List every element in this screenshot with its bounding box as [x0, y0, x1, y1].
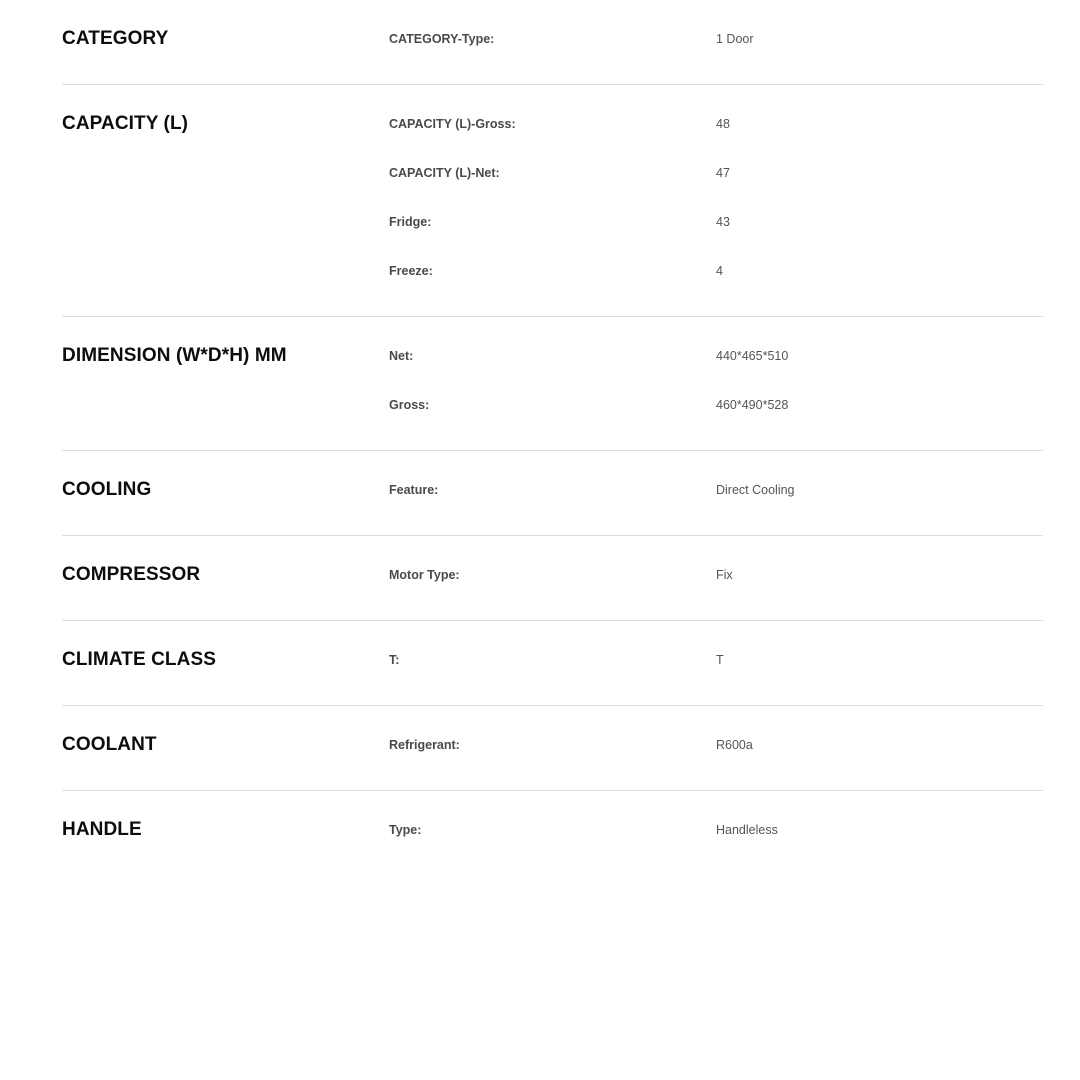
- section-rows: [389, 112, 1043, 283]
- spec-row: [389, 112, 1043, 136]
- spec-row: [389, 733, 1043, 757]
- spec-value: 4: [716, 264, 723, 278]
- section-rows: [389, 344, 1043, 417]
- spec-row: [389, 344, 1043, 368]
- section-rows: [389, 478, 1043, 502]
- section-title: CATEGORY: [62, 28, 169, 49]
- spec-row: [389, 818, 1043, 842]
- section-title: COOLING: [62, 479, 152, 500]
- spec-section-cooling: [62, 451, 1043, 536]
- spec-section-handle: [62, 791, 1043, 875]
- section-title: DIMENSION (W*D*H) MM: [62, 345, 287, 366]
- spec-value: Handleless: [716, 823, 778, 837]
- spec-row: [389, 648, 1043, 672]
- section-title: HANDLE: [62, 819, 142, 840]
- section-rows: [389, 563, 1043, 587]
- spec-label: Motor Type:: [389, 568, 460, 582]
- spec-row: [389, 563, 1043, 587]
- section-title: CAPACITY (L): [62, 113, 189, 134]
- spec-section-climate-class: [62, 621, 1043, 706]
- spec-value: 440*465*510: [716, 349, 789, 363]
- section-rows: [389, 818, 1043, 842]
- section-title: CLIMATE CLASS: [62, 649, 216, 670]
- spec-label: Gross:: [389, 398, 430, 412]
- spec-value: 47: [716, 166, 730, 180]
- spec-row: [389, 478, 1043, 502]
- section-rows: [389, 733, 1043, 757]
- spec-section-dimension: [62, 317, 1043, 451]
- spec-label: CAPACITY (L)-Gross:: [389, 117, 516, 131]
- spec-section-capacity: [62, 85, 1043, 317]
- section-rows: [389, 648, 1043, 672]
- spec-label: CATEGORY-Type:: [389, 32, 495, 46]
- spec-label: CAPACITY (L)-Net:: [389, 166, 500, 180]
- spec-row: [389, 259, 1043, 283]
- spec-label: Freeze:: [389, 264, 433, 278]
- spec-label: Type:: [389, 823, 422, 837]
- spec-row: [389, 393, 1043, 417]
- spec-value: 48: [716, 117, 730, 131]
- spec-label: Net:: [389, 349, 414, 363]
- spec-label: Refrigerant:: [389, 738, 460, 752]
- spec-value: 43: [716, 215, 730, 229]
- spec-value: R600a: [716, 738, 753, 752]
- spec-section-compressor: [62, 536, 1043, 621]
- section-title: COMPRESSOR: [62, 564, 201, 585]
- spec-value: Direct Cooling: [716, 483, 795, 497]
- spec-section-category: [62, 0, 1043, 85]
- spec-value: T: [716, 653, 724, 667]
- specification-table: [62, 0, 1043, 875]
- spec-row: [389, 27, 1043, 51]
- spec-row: [389, 210, 1043, 234]
- spec-row: [389, 161, 1043, 185]
- spec-label: Fridge:: [389, 215, 432, 229]
- spec-value: 1 Door: [716, 32, 754, 46]
- section-title: COOLANT: [62, 734, 157, 755]
- section-rows: [389, 27, 1043, 51]
- spec-value: Fix: [716, 568, 733, 582]
- spec-label: T:: [389, 653, 400, 667]
- spec-section-coolant: [62, 706, 1043, 791]
- spec-value: 460*490*528: [716, 398, 789, 412]
- spec-label: Feature:: [389, 483, 439, 497]
